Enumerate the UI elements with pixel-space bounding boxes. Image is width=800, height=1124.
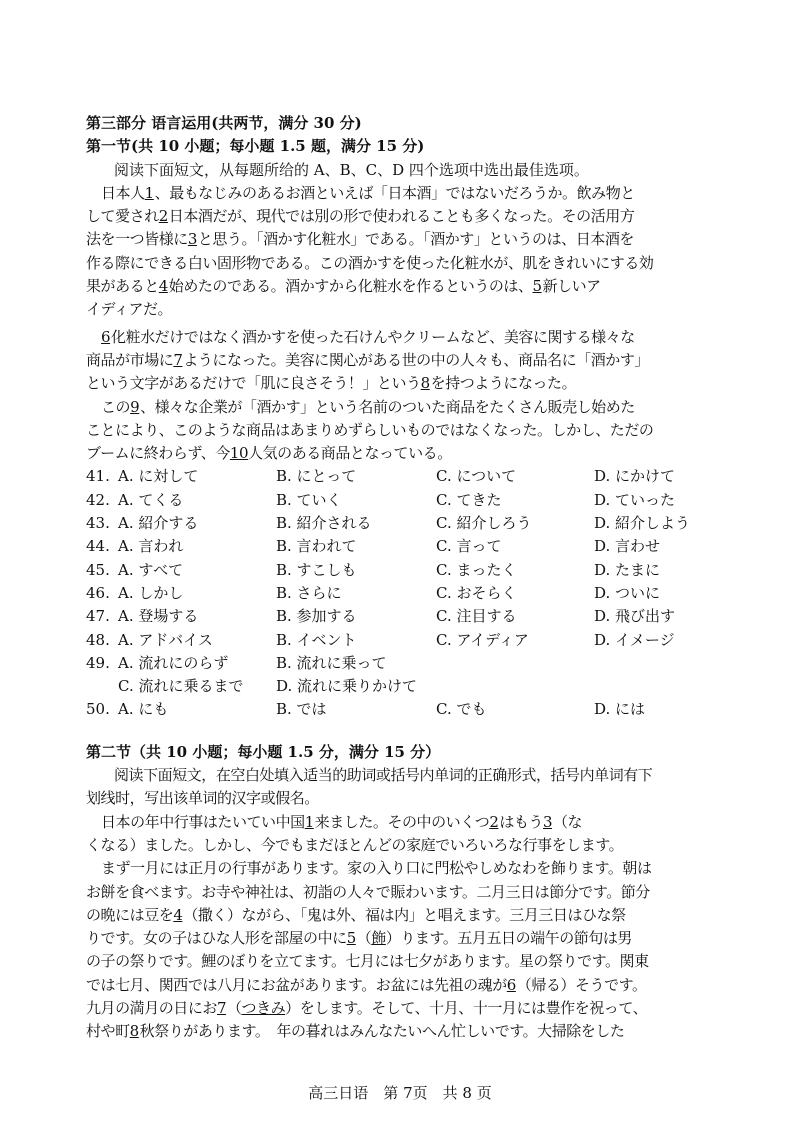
- option-a[interactable]: A. 登場する: [118, 607, 199, 626]
- passage-line: お餅を食べます。お寺や神社は、初詣の人々で賑わいます。二月三日は節分です。節分: [86, 882, 650, 901]
- blank-5[interactable]: 5: [346, 929, 356, 948]
- blank-2[interactable]: 2: [489, 812, 499, 831]
- option-c[interactable]: C. 注目する: [436, 607, 517, 626]
- section2-instruction: 划线时，写出该单词的汉字或假名。: [86, 789, 319, 808]
- option-c[interactable]: C. について: [436, 467, 517, 486]
- option-d[interactable]: D. たまに: [594, 560, 661, 579]
- underlined-word: つきみ: [241, 998, 286, 1017]
- passage-line: して愛され2日本酒だが、現代では別の形で使われることも多くなった。その活用方: [86, 205, 716, 228]
- option-b[interactable]: B. 言われて: [276, 537, 357, 556]
- question-row: [86, 465, 716, 488]
- option-b[interactable]: B. イベント: [276, 630, 357, 649]
- question-row: [86, 512, 716, 535]
- passage-line: まず一月には正月の行事があります。家の入り口に門松やしめなわを飾ります。朝は: [101, 859, 652, 878]
- passage-line: 日本の年中行事はたいてい中国1来ました。その中のいくつ2はもう3（な: [86, 811, 716, 834]
- question-row: [86, 559, 716, 582]
- question-number: 44.: [86, 537, 110, 556]
- option-b[interactable]: B. さらに: [276, 583, 342, 602]
- blank-5[interactable]: 5: [532, 277, 542, 296]
- option-c[interactable]: C. アイディア: [436, 630, 529, 649]
- option-a[interactable]: A. アドバイス: [118, 630, 213, 649]
- option-d[interactable]: D. ついに: [594, 583, 661, 602]
- passage-line: の子の祭りです。鯉のぼりを立てます。七月には七夕があります。星の祭りです。関東: [86, 952, 649, 971]
- page-footer: 高三日语 第 7页 共 8 页: [308, 1084, 492, 1102]
- passage-line: 法を一つ皆様に3と思う。「酒かす化粧水」である。「酒かす」というのは、日本酒を: [86, 228, 716, 251]
- blank-2[interactable]: 2: [158, 207, 168, 226]
- blank-3[interactable]: 3: [187, 230, 197, 249]
- option-a[interactable]: A. すべて: [118, 560, 184, 579]
- option-d[interactable]: D. 言わせ: [594, 537, 661, 556]
- option-a[interactable]: A. 紹介する: [118, 514, 199, 533]
- option-d[interactable]: D. 飛び出す: [594, 607, 676, 626]
- blank-4[interactable]: 4: [173, 905, 183, 924]
- part-title: 第三部分 语言运用(共两节，满分 30 分): [86, 114, 362, 132]
- question-row: [86, 605, 716, 628]
- section2-instruction: 阅读下面短文，在空白处填入适当的助词或括号内单词的正确形式，括号内单词有下: [114, 766, 653, 785]
- question-row: [86, 535, 716, 558]
- question-row: [86, 698, 716, 721]
- passage-line: くなる）ました。しかし、今でもまだほとんどの家庭でいろいろな行事をします。: [86, 835, 624, 854]
- question-number: 47.: [86, 607, 110, 626]
- option-d[interactable]: D. にかけて: [594, 467, 676, 486]
- passage-line: ことにより、このような商品はあまりめずらしいものではなくなった。しかし、ただの: [86, 420, 654, 439]
- question-number: 46.: [86, 583, 110, 602]
- blank-3[interactable]: 3: [542, 812, 553, 831]
- passage-line: 商品が市場に7ようになった。美容に関心がある世の中の人々も、商品名に「酒かす」: [86, 349, 716, 372]
- option-c[interactable]: C. まったく: [436, 560, 517, 579]
- option-d[interactable]: D. には: [594, 700, 646, 719]
- cloze-passage: [86, 811, 716, 1044]
- option-a[interactable]: A. しかし: [118, 583, 184, 602]
- question-number: 43.: [86, 514, 110, 533]
- option-b[interactable]: B. ていく: [276, 490, 342, 509]
- option-a[interactable]: A. てくる: [118, 490, 184, 509]
- passage-line: 作る際にできる白い固形物である。この酒かすを使った化粧水が、肌をきれいにする効: [86, 253, 654, 272]
- option-b[interactable]: B. では: [276, 700, 327, 719]
- passage-line: りです。女の子はひな人形を部屋の中に5（飾）ります。五月五日の端午の節句は男: [86, 927, 716, 950]
- blank-8[interactable]: 8: [420, 374, 430, 393]
- blank-8[interactable]: 8: [129, 1022, 139, 1041]
- option-c[interactable]: C. てきた: [436, 490, 502, 509]
- question-list: [86, 465, 716, 721]
- question-number: 45.: [86, 560, 110, 579]
- question-row: [86, 489, 716, 512]
- passage-line: 九月の満月の日にお7（つきみ）をします。そして、十月、十一月には豊作を祝って、: [86, 997, 716, 1020]
- option-b[interactable]: B. 紹介される: [276, 514, 372, 533]
- question-number: 48.: [86, 630, 110, 649]
- passage-line: という文字があるだけで「肌に良さそう！」という8を持つようになった。: [86, 372, 716, 395]
- question-number: 42.: [86, 490, 110, 509]
- option-a[interactable]: A. に対して: [118, 467, 199, 486]
- option-d[interactable]: D. ていった: [594, 490, 676, 509]
- exam-page: [86, 112, 716, 1044]
- question-row: [86, 652, 716, 675]
- option-c[interactable]: C. 紹介しろう: [436, 514, 532, 533]
- option-a[interactable]: A. 言われ: [118, 537, 184, 556]
- blank-1[interactable]: 1: [304, 812, 314, 831]
- passage-line: 村や町8秋祭りがあります。 年の暮れはみんなたいへん忙しいです。大掃除をした: [86, 1020, 716, 1043]
- option-c[interactable]: C. 流れに乗るまで: [118, 677, 244, 696]
- blank-7[interactable]: 7: [173, 350, 183, 369]
- question-number: 50.: [86, 700, 110, 719]
- blank-10[interactable]: 10: [229, 444, 249, 463]
- passage-line: の晩には豆を4（撒く）ながら、「鬼は外、福は内」と唱えます。三月三日はひな祭: [86, 904, 716, 927]
- passage-line: ブームに終わらず、今10人気のある商品となっている。: [86, 442, 716, 465]
- underlined-word: 飾: [371, 929, 386, 948]
- question-row: [86, 629, 716, 652]
- blank-4[interactable]: 4: [158, 277, 168, 296]
- blank-6[interactable]: 6: [506, 975, 516, 994]
- reading-passage: [86, 182, 716, 466]
- passage-line: 6化粧水だけではなく酒かすを使った石けんやクリームなど、美容に関する様々な: [86, 326, 716, 349]
- blank-7[interactable]: 7: [216, 998, 227, 1017]
- passage-line: 果があると4始めたのである。酒かすから化粧水を作るというのは、5新しいア: [86, 275, 716, 298]
- question-row: [86, 675, 716, 698]
- option-c[interactable]: C. でも: [436, 700, 487, 719]
- passage-line: 日本人1、最もなじみのあるお酒といえば「日本酒」ではないだろうか。飲み物と: [86, 182, 716, 205]
- passage-line: イディアだ。: [86, 300, 173, 319]
- option-b[interactable]: B. すこしも: [276, 560, 357, 579]
- question-number: 41.: [86, 467, 110, 486]
- option-b[interactable]: B. 参加する: [276, 607, 357, 626]
- passage-line: この9、様々な企業が「酒かす」という名前のついた商品をたくさん販売し始めた: [86, 396, 716, 419]
- section2-title: 第二节（共 10 小题；每小题 1.5 分，满分 15 分）: [86, 742, 441, 761]
- option-d[interactable]: D. 流れに乗りかけて: [276, 677, 418, 696]
- section1-title: 第一节(共 10 小题；每小题 1.5 题，满分 15 分): [86, 137, 425, 156]
- option-d[interactable]: D. 紹介しよう: [594, 514, 691, 533]
- option-a[interactable]: A. 流れにのらず: [118, 653, 229, 672]
- option-d[interactable]: D. イメージ: [594, 630, 675, 649]
- option-c[interactable]: C. 言って: [436, 537, 502, 556]
- question-number: 49.: [86, 653, 110, 672]
- blank-9[interactable]: 9: [130, 397, 140, 416]
- section1-instruction: 阅读下面短文，从每题所给的 A、B、C、D 四个选项中选出最佳选项。: [114, 160, 589, 179]
- passage-line: では七月、関西では八月にお盆があります。お盆には先祖の魂が6（帰る）そうです。: [86, 974, 716, 997]
- blank-6[interactable]: 6: [101, 327, 111, 346]
- blank-1[interactable]: 1: [144, 183, 154, 202]
- option-b[interactable]: B. にとって: [276, 467, 357, 486]
- option-b[interactable]: B. 流れに乗って: [276, 653, 387, 672]
- option-a[interactable]: A. にも: [118, 700, 169, 719]
- option-c[interactable]: C. おそらく: [436, 583, 517, 602]
- question-row: [86, 582, 716, 605]
